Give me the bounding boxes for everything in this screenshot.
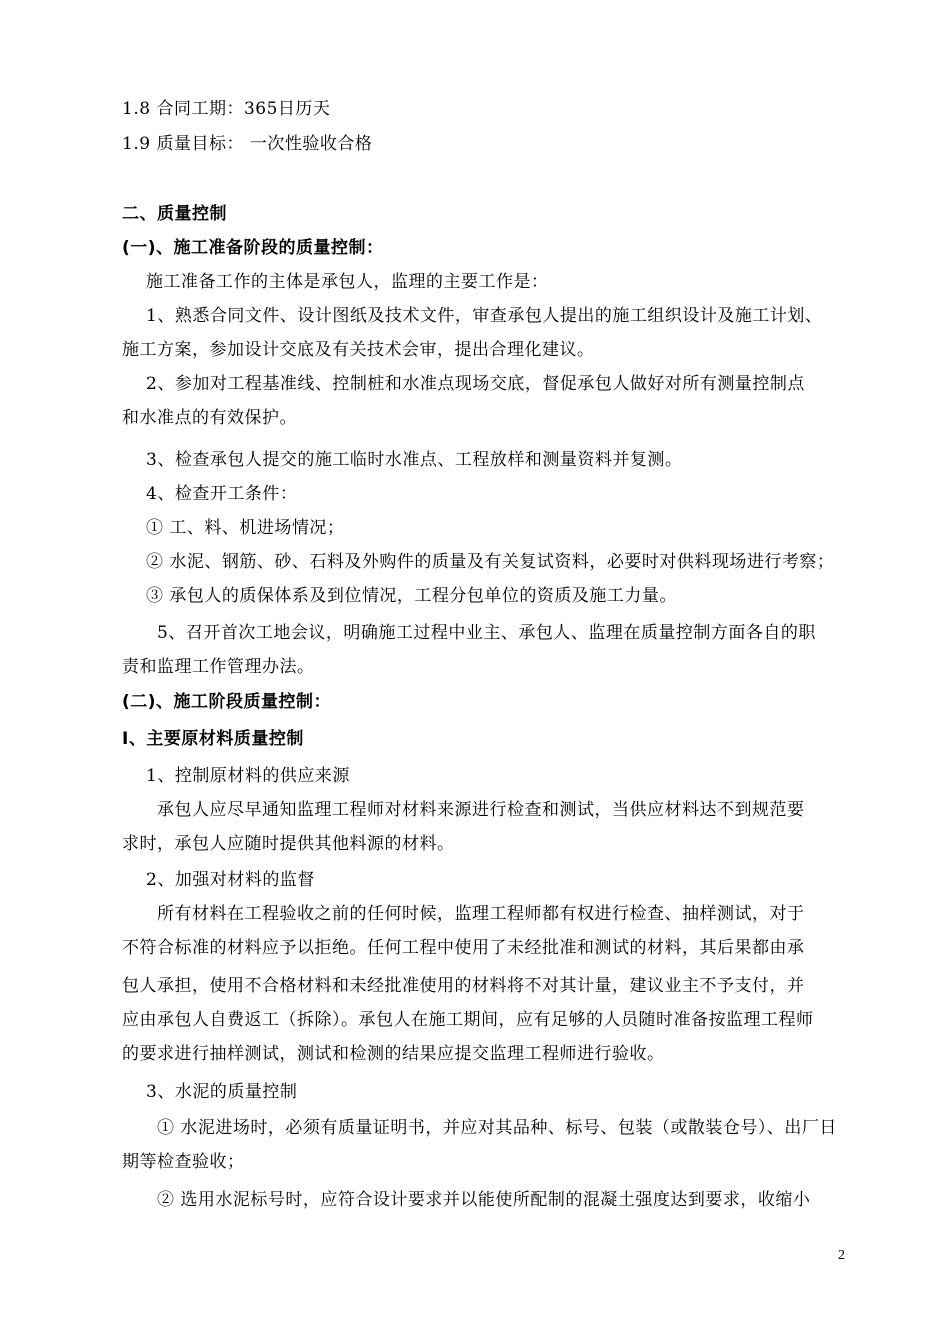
contract-period-line: 1.8 合同工期：365日历天: [122, 99, 331, 119]
paragraph-line: 3、检查承包人提交的施工临时水准点、工程放样和测量资料并复测。: [146, 450, 683, 470]
quality-target-line: 1.9 质量目标： 一次性验收合格: [122, 134, 373, 154]
paragraph-line: 承包人应尽早通知监理工程师对材料来源进行检查和测试，当供应材料达不到规范要: [157, 800, 805, 820]
paragraph-line: 包人承担，使用不合格材料和未经批准使用的材料将不对其计量，建议业主不予支付，并: [122, 976, 805, 996]
paragraph-line: 和水准点的有效保护。: [122, 408, 297, 428]
section-heading-quality-control: 二、质量控制: [122, 204, 227, 224]
list-item: ③ 承包人的质保体系及到位情况，工程分包单位的资质及施工力量。: [146, 586, 677, 606]
paragraph-line: 责和监理工作管理办法。: [122, 657, 315, 677]
list-item: ① 工、料、机进场情况；: [146, 518, 345, 538]
paragraph-line: 4、检查开工条件：: [146, 484, 298, 504]
paragraph-line: 2、参加对工程基准线、控制桩和水准点现场交底，督促承包人做好对所有测量控制点: [146, 374, 805, 394]
page-number: 2: [838, 1248, 845, 1263]
paragraph-line: 3、水泥的质量控制: [146, 1082, 298, 1102]
paragraph-line: 所有材料在工程验收之前的任何时候，监理工程师都有权进行检查、抽样测试，对于: [157, 904, 805, 924]
list-item: ② 选用水泥标号时，应符合设计要求并以能使所配制的混凝土强度达到要求，收缩小: [157, 1190, 811, 1210]
paragraph-line: 1、控制原材料的供应来源: [146, 766, 350, 786]
paragraph-line: 求时，承包人应随时提供其他料源的材料。: [122, 834, 455, 854]
list-item: ① 水泥进场时，必须有质量证明书，并应对其品种、标号、包装（或散装仓号）、出厂日: [157, 1118, 837, 1138]
paragraph-line: 不符合标准的材料应予以拒绝。任何工程中使用了未经批准和测试的材料，其后果都由承: [122, 938, 805, 958]
paragraph-line: 施工方案，参加设计交底及有关技术会审，提出合理化建议。: [122, 340, 595, 360]
paragraph-line: 的要求进行抽样测试，测试和检测的结果应提交监理工程师进行验收。: [122, 1044, 665, 1064]
paragraph-line: 施工准备工作的主体是承包人，监理的主要工作是：: [146, 272, 549, 292]
paragraph-line: 2、加强对材料的监督: [146, 870, 315, 890]
paragraph-line: 5、召开首次工地会议，明确施工过程中业主、承包人、监理在质量控制方面各自的职: [157, 623, 816, 643]
subsection-heading-materials: Ⅰ、主要原材料质量控制: [122, 729, 304, 749]
paragraph-line: 期等检查验收；: [122, 1152, 245, 1172]
subsection-heading-construction: (二)、施工阶段质量控制：: [122, 692, 332, 712]
paragraph-line: 1、熟悉合同文件、设计图纸及技术文件，审查承包人提出的施工组织设计及施工计划、: [146, 306, 823, 326]
subsection-heading-preparation: (一)、施工准备阶段的质量控制：: [122, 238, 384, 258]
list-item: ② 水泥、钢筋、砂、石料及外购件的质量及有关复试资料，必要时对供料现场进行考察；: [146, 552, 835, 572]
paragraph-line: 应由承包人自费返工（拆除）。承包人在施工期间，应有足够的人员随时准备按监理工程师: [122, 1010, 814, 1030]
